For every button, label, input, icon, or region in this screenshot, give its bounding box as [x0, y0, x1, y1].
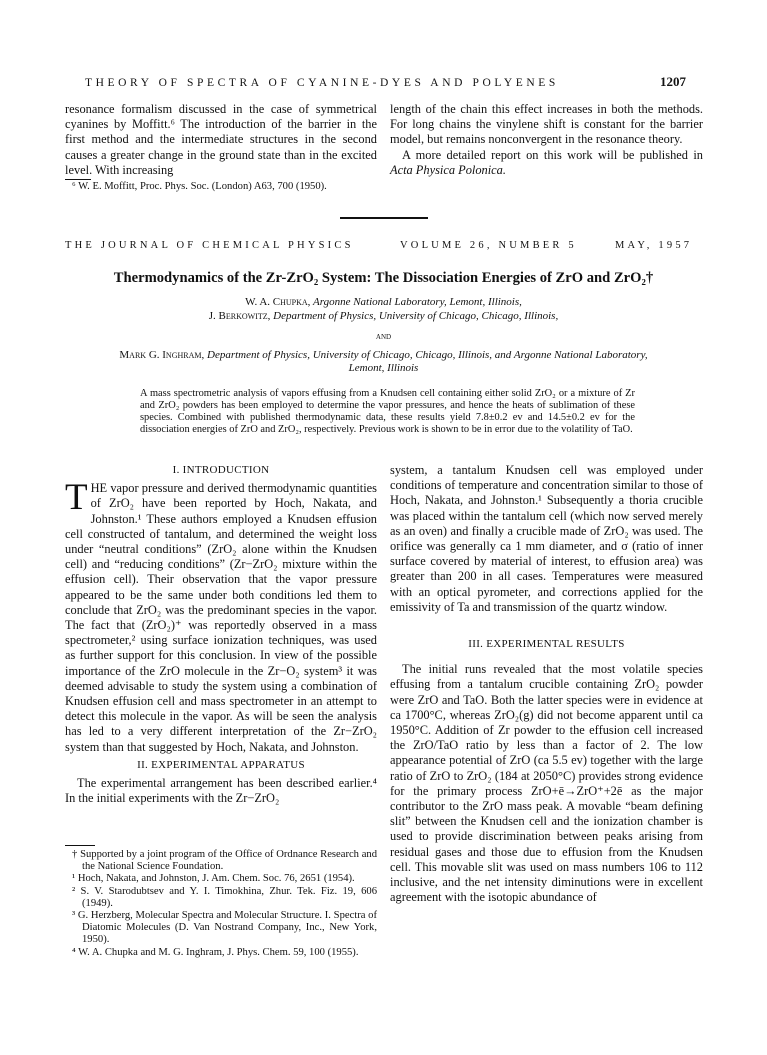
author-block: [60, 296, 707, 376]
prev-footnote: ⁶ W. E. Moffitt, Proc. Phys. Soc. (London) A63, 700 (1950).: [72, 181, 327, 192]
footnote-3: ³ G. Herzberg, Molecular Spectra and Molecular Structure. I. Spectra of Diatomic Molecules (D. Van Nostrand Company, Inc., New York, 1950).: [72, 910, 377, 946]
apparatus-continued: system, a tantalum Knudsen cell was employed under conditions of temperature and concentration similar to those of Hoch, Nakata, and Johnston.¹ Subsequently a thoria crucible was placed within the tantalum cell (which now served merely as an oven) and finally a crucible made of ZrO₂ was used. The orifice was generally ca 1 mm diameter, and σ (ratio of inner surface covered by material of interest, to effusion area) was greater than 200 in all cases. Temperatures were measured with an optical pyrometer, and corrections applied for the emissivity of Ta and transmission of the quartz window.: [390, 463, 703, 614]
prev-right-text: length of the chain this effect increases in both the methods. For long chains the vinylene shift is constant for the barrier model, but remains nonconvergent in the resonance theory.: [390, 102, 703, 147]
footnote-4: ⁴ W. A. Chupka and M. G. Inghram, J. Phys. Chem. 59, 100 (1955).: [72, 946, 359, 958]
article-separator: [340, 217, 428, 219]
right-column: [390, 463, 703, 905]
volume-info: VOLUME 26, NUMBER 5: [400, 240, 577, 251]
left-column: [65, 463, 377, 806]
footnote-dagger: † Supported by a joint program of the Office of Ordnance Research and the National Science Foundation.: [72, 849, 377, 873]
results-heading: III. EXPERIMENTAL RESULTS: [468, 638, 625, 651]
footnote-2: ² S. V. Starodubtsev and Y. I. Timokhina, Zhur. Tek. Fiz. 19, 606 (1949).: [72, 885, 377, 909]
issue-date: MAY, 1957: [615, 240, 693, 251]
prev-right-column: [390, 102, 703, 178]
journal-name-italic: Acta Physica Polonica.: [390, 162, 506, 177]
apparatus-paragraph: The experimental arrangement has been described earlier.⁴ In the initial experiments with the Zr−ZrO₂: [65, 776, 377, 806]
intro-paragraph: THE vapor pressure and derived thermodynamic quantities of ZrO₂ have been reported by Hoch, Nakata, and Johnston.¹ These authors employed a Knudsen effusion cell constructed of tantalum, and determined the weight loss under “neutral conditions” (ZrO₂ alone within the Knudsen cell) and “reducing conditions” (Zr−ZrO₂ mixture within the effusion cell). Their observation that the vapor pressure appeared to be the same under both conditions led them to conclude that ZrO₂ was the predominant species in the vapor. The fact that (ZrO₂)⁺ was reportedly observed in a mass spectrometer,² using surface ionization techniques, was used as further support for this conclusion. In view of the possible importance of the ZrO molecule in the Zr−O₂ system³ it was deemed advisable to study the system using a combination of Knudsen effusion cell and mass spectrometer in an attempt to detect this molecule in the vapor. As will be seen the analysis has led to a very different interpretation of the Zr−ZrO₂ system than that suggested by Hoch, Nakata, and Johnston.: [65, 477, 377, 754]
apparatus-heading: II. EXPERIMENTAL APPARATUS: [137, 758, 305, 771]
prev-right-text-2: A more detailed report on this work will be published in Acta Physica Polonica.: [390, 147, 703, 177]
running-title: THEORY OF SPECTRA OF CYANINE-DYES AND POLYENES: [85, 77, 559, 89]
prev-left-column: [65, 102, 377, 178]
journal-name: THE JOURNAL OF CHEMICAL PHYSICS: [65, 240, 354, 251]
drop-cap: T: [65, 477, 88, 519]
footnote-1: ¹ Hoch, Nakata, and Johnston, J. Am. Chem. Soc. 76, 2651 (1954).: [72, 873, 355, 885]
intro-heading: I. INTRODUCTION: [172, 464, 270, 476]
and-separator: and: [375, 331, 392, 342]
prev-left-text: resonance formalism discussed in the case of symmetrical cyanines by Moffitt.⁶ The introduction of the barrier in the first method and the intermediate structures in the second causes a greater change in the ground state than in the excited level. With increasing: [65, 102, 377, 177]
author-1: W. A. Chupka, Argonne National Laboratory, Lemont, Illinois,: [245, 296, 522, 308]
page-number: 1207: [660, 74, 686, 89]
author-2: J. Berkowitz, Department of Physics, University of Chicago, Chicago, Illinois,: [208, 309, 559, 322]
author-3-aff-line2: Lemont, Illinois: [348, 362, 419, 374]
footnotes: [72, 849, 377, 959]
article-title: Thermodynamics of the Zr-ZrO₂ System: The Dissociation Energies of ZrO and ZrO₂†: [113, 270, 654, 286]
author-3: Mark G. Inghram, Department of Physics, University of Chicago, Chicago, Illinois, and Argonne National Laboratory,: [119, 348, 648, 361]
results-paragraph: The initial runs revealed that the most volatile species effusing from a tantalum crucible containing ZrO₂ powder were ZrO and TaO. Both the latter species were in evidence at ca 1700°C, whereas ZrO₂(g) did not become apparent until ca 1950°C. Addition of Zr powder to the effusion cell increased the ZrO/TaO ratio by less than a factor of 2. The low appearance potential of ZrO (ca 5.5 ev) together with the large ratio of ZrO to ZrO₂ (184 at 2050°C) provides strong evidence for the primary process ZrO+ē→ZrO⁺+2ē as the major contributor to the ZrO mass peak. A movable “beam defining slit” between the Knudsen cell and the ionization chamber is used to provide discrimination between peaks arising from residual gases and those due to effusion from the Knudsen cell. This movable slit was used on mass numbers 106 to 112 inclusive, and the net intensity diminutions were in excellent agreement with the isotopic abundance of: [390, 662, 703, 905]
footnote-rule: [65, 179, 91, 180]
footnote-rule-2: [65, 845, 95, 846]
abstract: A mass spectrometric analysis of vapors effusing from a Knudsen cell containing either solid ZrO₂ or a mixture of Zr and ZrO₂ powders has been employed to determine the vapor pressures, and hence the heats of sublimation of these species. Combined with published thermodynamic data, these results yield 7.8±0.2 ev and 14.5±0.2 ev for the dissociation energies of ZrO and ZrO₂, respectively. Previous work is shown to be in error due to the volatility of TaO.: [140, 388, 635, 436]
